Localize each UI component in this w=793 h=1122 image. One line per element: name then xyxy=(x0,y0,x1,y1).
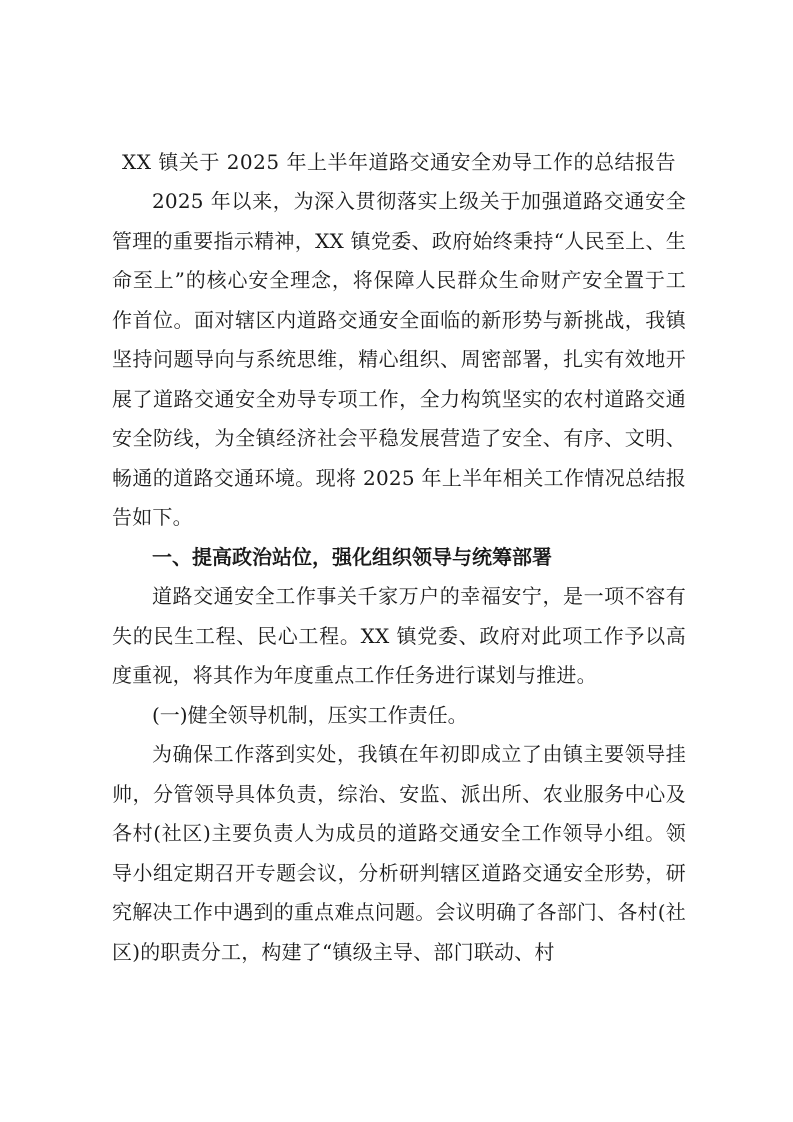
document-body xyxy=(112,142,686,972)
subsection-1-paragraph: 为确保工作落到实处，我镇在年初即成立了由镇主要领导挂帅，分管领导具体负责，综治、安监、派出所、农业服务中心及各村(社区)主要负责人为成员的道路交通安全工作领导小组。领导小组定期召开专题会议，分析研判辖区道路交通安全形势，研究解决工作中遇到的重点难点问题。会议明确了各部门、各村(社区)的职责分工，构建了“镇级主导、部门联动、村 xyxy=(112,742,686,964)
section-1-paragraph: 道路交通安全工作事关千家万户的幸福安宁，是一项不容有失的民生工程、民心工程。XX 镇党委、政府对此项工作予以高度重视，将其作为年度重点工作任务进行谋划与推进。 xyxy=(112,584,686,687)
section-1-heading: 一、提高政治站位，强化组织领导与统筹部署 xyxy=(152,544,552,569)
document-title: XX 镇关于 2025 年上半年道路交通安全劝导工作的总结报告 xyxy=(122,150,676,174)
intro-paragraph: 2025 年以来，为深入贯彻落实上级关于加强道路交通安全管理的重要指示精神，XX 镇党委、政府始终秉持“人民至上、生命至上”的核心安全理念，将保障人民群众生命财产安全置于工作首位。面对辖区内道路交通安全面临的新形势与新挑战，我镇坚持问题导向与系统思维，精心组织、周密部署，扎实有效地开展了道路交通安全劝导专项工作，全力构筑坚实的农村道路交通安全防线，为全镇经济社会平稳发展营造了安全、有序、文明、畅通的道路交通环境。现将 2025 年上半年相关工作情况总结报告如下。 xyxy=(112,189,686,529)
subsection-1-heading: (一)健全领导机制，压实工作责任。 xyxy=(152,702,468,727)
